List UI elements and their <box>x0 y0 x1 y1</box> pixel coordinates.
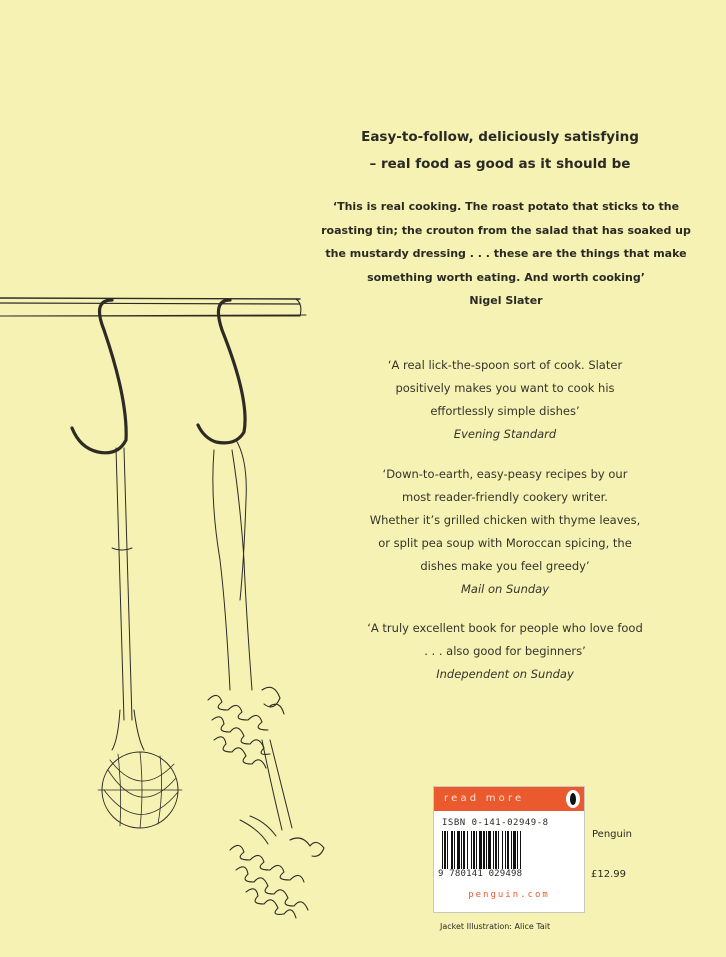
barcode-bar <box>461 831 462 869</box>
barcode-bar <box>451 831 453 869</box>
isbn-number: ISBN 0-141-02949-8 <box>442 818 549 828</box>
featured-review <box>318 195 694 313</box>
penguin-logo-icon <box>566 790 580 808</box>
barcode-bars <box>442 831 576 869</box>
review-line: ‘A real lick-the-spoon sort of cook. Slater <box>387 358 623 372</box>
review-line: most reader-friendly cookery writer. <box>402 490 608 504</box>
barcode-bar <box>505 831 506 869</box>
barcode-bar <box>447 831 448 869</box>
barcode-bar <box>498 831 499 869</box>
barcode-bar <box>442 831 443 869</box>
review-mail-on-sunday <box>330 463 680 601</box>
review-line: Whether it’s grilled chicken with thyme leaves, <box>369 513 641 527</box>
barcode-bar <box>502 831 503 869</box>
review-line: ‘This is real cooking. The roast potato that sticks to the <box>332 200 680 213</box>
read-more-banner <box>434 787 584 811</box>
barcode-bar <box>513 831 516 869</box>
illustration-credit: Jacket Illustration: Alice Tait <box>440 922 551 931</box>
tagline-line: Easy-to-follow, deliciously satisfying <box>361 129 639 145</box>
barcode-bar <box>476 831 477 869</box>
review-line: roasting tin; the crouton from the salad that has soaked up <box>321 223 691 237</box>
barcode-panel <box>433 786 585 913</box>
review-author: Nigel Slater <box>469 294 543 307</box>
barcode-bar <box>473 831 475 869</box>
review-source: Mail on Sunday <box>460 582 550 596</box>
barcode-bar <box>457 831 460 869</box>
barcode-bar <box>493 831 494 869</box>
hanging-utensils-illustration <box>0 0 340 957</box>
review-line: something worth eating. And worth cooking’ <box>367 270 645 284</box>
review-line: dishes make you feel greedy’ <box>420 559 590 573</box>
review-evening-standard <box>330 354 680 446</box>
barcode-bar <box>486 831 487 869</box>
barcode-bar <box>520 831 521 869</box>
review-line: the mustardy dressing . . . these are the things that make <box>325 247 687 260</box>
barcode-bar <box>454 831 455 869</box>
barcode-bar <box>463 831 465 869</box>
review-independent-on-sunday <box>330 617 680 686</box>
review-line: positively makes you want to cook his <box>395 381 615 395</box>
review-line: effortlessly simple dishes’ <box>430 404 580 418</box>
barcode-bar <box>517 831 518 869</box>
review-line: ‘Down-to-earth, easy-peasy recipes by our <box>382 467 628 481</box>
publisher-website: penguin.com <box>468 890 550 900</box>
publisher-name: Penguin <box>592 829 632 840</box>
barcode-bar <box>467 831 468 869</box>
review-line: or split pea soup with Moroccan spicing, the <box>378 536 632 550</box>
review-line: ‘A truly excellent book for people who love food <box>367 621 643 635</box>
review-source: Evening Standard <box>453 427 557 441</box>
read-more-label: read more <box>444 793 525 804</box>
barcode-bar <box>444 831 446 869</box>
tagline <box>340 124 660 178</box>
barcode-bar <box>511 831 512 869</box>
barcode-bar <box>483 831 485 869</box>
tagline-line: – real food as good as it should be <box>369 156 631 172</box>
review-source: Independent on Sunday <box>436 667 574 681</box>
barcode-bar <box>507 831 509 869</box>
barcode-bar <box>488 831 491 869</box>
barcode-bar <box>495 831 497 869</box>
price-label: £12.99 <box>591 869 626 880</box>
barcode-bar <box>479 831 482 869</box>
barcode-bar <box>471 831 472 869</box>
review-line: . . . also good for beginners’ <box>424 644 586 658</box>
ean-digits: 9 780141 029498 <box>438 869 523 879</box>
